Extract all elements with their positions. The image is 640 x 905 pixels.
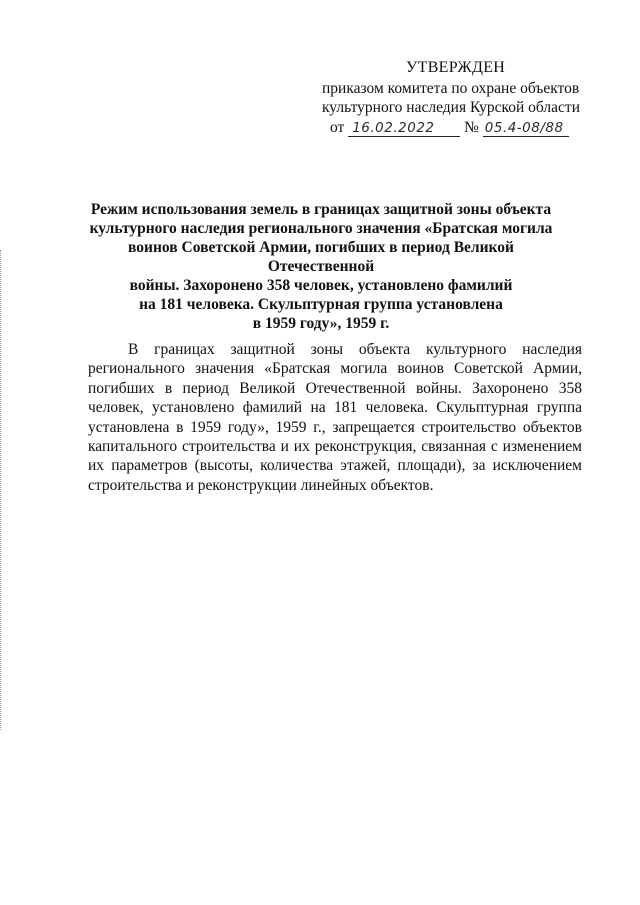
from-label: от bbox=[330, 119, 345, 136]
document-heading bbox=[88, 200, 554, 333]
approval-block bbox=[300, 58, 600, 137]
approval-line-2: культурного наследия Курской области bbox=[322, 99, 580, 116]
approval-number-line bbox=[300, 118, 600, 137]
body-paragraph: В границах защитной зоны объекта культурного наследия регионального значения «Братская могила воинов Советской Армии, погибших в период Великой Отечественной войны. Захоронено 358 человек, установлено фамилий на 181 человека. Скульптурная группа установлена в 1959 году», 1959 г., запрещается строительство объектов капитального строительства и их реконструкция, связанная с изменением их параметров (высоты, количества этажей, площади), за исключением строительства и реконструкции линейных объектов. bbox=[88, 341, 582, 494]
scan-edge-marks bbox=[0, 250, 2, 730]
heading-line-5: на 181 человека. Скульптурная группа установлена bbox=[139, 296, 503, 313]
heading-line-3: воинов Советской Армии, погибших в период Великой Отечественной bbox=[128, 239, 514, 275]
approval-line-1: приказом комитета по охране объектов bbox=[322, 80, 580, 97]
heading-line-6: в 1959 году», 1959 г. bbox=[252, 315, 390, 332]
heading-line-1: Режим использования земель в границах защитной зоны объекта bbox=[90, 201, 552, 218]
handwritten-date: 16.02.2022 bbox=[348, 121, 460, 137]
approval-title: УТВЕРЖДЕН bbox=[406, 59, 506, 76]
heading-line-4: войны. Захоронено 358 человек, установлено фамилий bbox=[129, 277, 513, 294]
handwritten-number: 05.4-08/88 bbox=[483, 121, 569, 137]
number-label: № bbox=[464, 119, 479, 136]
heading-line-2: культурного наследия регионального значения «Братская могила bbox=[89, 220, 553, 237]
